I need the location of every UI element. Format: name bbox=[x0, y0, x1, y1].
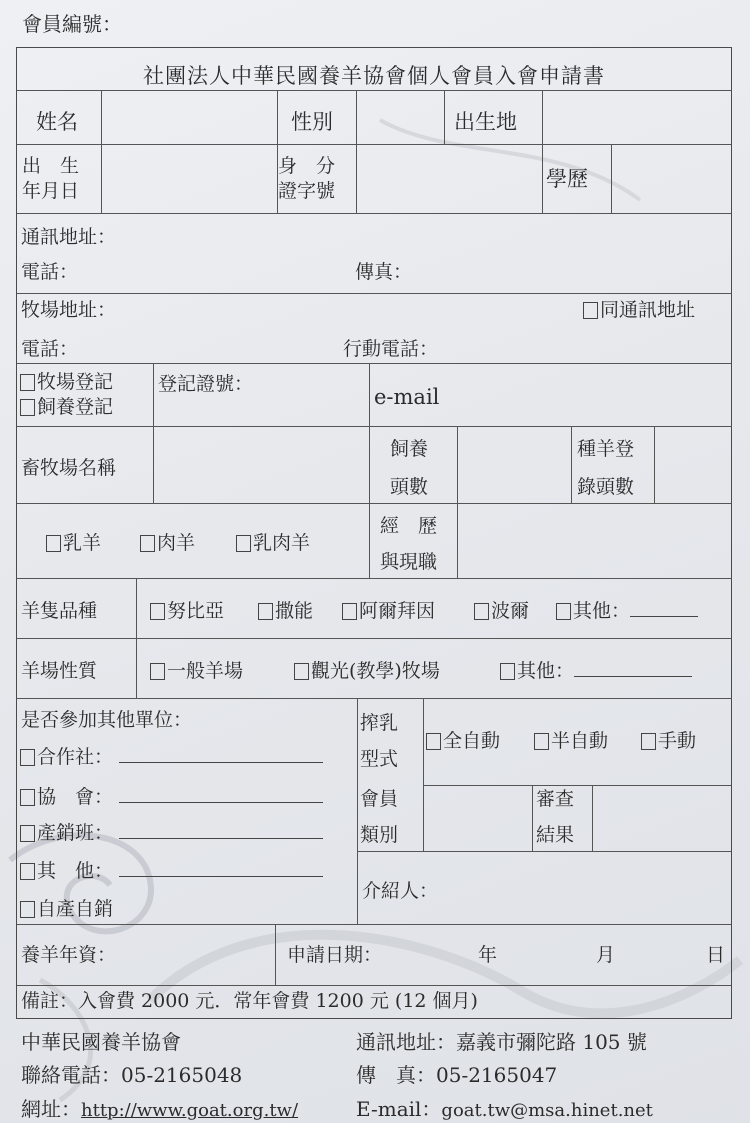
referrer-label: 介紹人： bbox=[362, 880, 439, 902]
farm-registration-checkbox[interactable] bbox=[20, 374, 35, 391]
other-unit-checkbox[interactable] bbox=[20, 863, 35, 880]
footer-email-label: E-mail： bbox=[356, 1097, 442, 1121]
farm-type-label: 羊場性質 bbox=[21, 660, 98, 682]
head-count-label-line1: 飼養 bbox=[390, 438, 429, 460]
farm-type-other-text: 其他： bbox=[517, 660, 575, 682]
production-group-option[interactable] bbox=[20, 824, 323, 843]
tourism-farm-text: 觀光(教學)牧場 bbox=[311, 660, 440, 682]
breed-alpine-option[interactable] bbox=[342, 602, 435, 621]
farm-type-other-option[interactable] bbox=[500, 662, 692, 681]
milking-auto-checkbox[interactable] bbox=[426, 733, 441, 750]
birthplace-field[interactable] bbox=[543, 90, 728, 142]
breed-nubian-option[interactable] bbox=[150, 602, 224, 621]
self-sale-option[interactable] bbox=[20, 900, 113, 919]
review-result-label-line1: 審查 bbox=[536, 788, 575, 810]
self-sale-checkbox[interactable] bbox=[20, 901, 35, 918]
breed-nubian-checkbox[interactable] bbox=[150, 603, 165, 620]
footer-phone: 聯絡電話：05-2165048 bbox=[21, 1063, 243, 1087]
experience-label-line1: 經 歷 bbox=[380, 515, 438, 537]
tourism-farm-checkbox[interactable] bbox=[294, 663, 309, 680]
id-number-field[interactable] bbox=[357, 144, 540, 210]
breed-alpine-text: 阿爾拜因 bbox=[359, 600, 436, 622]
footer-website-link[interactable]: http://www.goat.org.tw/ bbox=[81, 1100, 299, 1121]
milking-type-label-line1: 搾乳 bbox=[360, 712, 399, 734]
production-group-checkbox[interactable] bbox=[20, 825, 35, 842]
date-day-label: 日 bbox=[706, 944, 726, 966]
member-number-label: 會員編號： bbox=[22, 12, 122, 36]
goat-breed-label: 羊隻品種 bbox=[21, 600, 98, 622]
other-units-label: 是否參加其他單位： bbox=[21, 709, 193, 731]
gender-field[interactable] bbox=[357, 90, 442, 142]
member-category-label-line2: 類別 bbox=[360, 824, 399, 846]
breed-boer-option[interactable] bbox=[474, 602, 529, 621]
dairy-goat-option[interactable] bbox=[46, 534, 101, 553]
mailing-address-label: 通訊地址： bbox=[21, 226, 117, 248]
association-input[interactable] bbox=[119, 802, 323, 803]
meat-goat-option[interactable] bbox=[140, 534, 195, 553]
cooperative-checkbox[interactable] bbox=[20, 749, 35, 766]
name-field[interactable] bbox=[102, 90, 276, 142]
breed-other-text: 其他： bbox=[573, 600, 631, 622]
other-unit-option[interactable] bbox=[20, 862, 323, 881]
birth-date-label-line2: 年月日 bbox=[22, 180, 80, 202]
same-as-mailing-text: 同通訊地址 bbox=[600, 299, 696, 321]
breed-saanen-checkbox[interactable] bbox=[258, 603, 273, 620]
general-farm-checkbox[interactable] bbox=[150, 663, 165, 680]
milking-type-label-line2: 型式 bbox=[360, 748, 399, 770]
footer-website bbox=[21, 1093, 298, 1122]
footer-website-label: 網址： bbox=[21, 1097, 81, 1121]
milking-semi-auto-text: 半自動 bbox=[551, 730, 609, 752]
cooperative-option[interactable] bbox=[20, 748, 323, 767]
fax-label: 傳真： bbox=[355, 261, 413, 283]
birthplace-label: 出生地 bbox=[454, 110, 517, 134]
breed-saanen-text: 撒能 bbox=[275, 600, 314, 622]
breeding-registered-label-line1: 種羊登 bbox=[577, 438, 635, 460]
milking-auto-text: 全自動 bbox=[443, 730, 501, 752]
milking-manual-text: 手動 bbox=[658, 730, 697, 752]
dairy-goat-checkbox[interactable] bbox=[46, 535, 61, 552]
association-text: 協 會： bbox=[37, 786, 114, 808]
education-label: 學歷 bbox=[546, 167, 588, 191]
raising-registration-option[interactable] bbox=[20, 398, 113, 417]
same-as-mailing-option[interactable] bbox=[583, 301, 695, 320]
birth-date-field[interactable] bbox=[102, 144, 276, 210]
mobile-phone-label: 行動電話： bbox=[343, 338, 439, 360]
milking-manual-checkbox[interactable] bbox=[641, 733, 656, 750]
date-month-label: 月 bbox=[596, 944, 616, 966]
education-field[interactable] bbox=[612, 144, 728, 210]
farm-name-label: 畜牧場名稱 bbox=[21, 457, 117, 479]
general-farm-option[interactable] bbox=[150, 662, 243, 681]
production-group-text: 產銷班： bbox=[37, 822, 114, 844]
tourism-farm-option[interactable] bbox=[294, 662, 440, 681]
dual-purpose-goat-option[interactable] bbox=[236, 534, 310, 553]
raising-registration-text: 飼養登記 bbox=[37, 396, 114, 418]
dual-purpose-goat-text: 乳肉羊 bbox=[253, 532, 311, 554]
farm-registration-text: 牧場登記 bbox=[37, 371, 114, 393]
phone-label: 電話： bbox=[21, 261, 79, 283]
other-unit-text: 其 他： bbox=[37, 860, 114, 882]
footer-email-address[interactable]: goat.tw@msa.hinet.net bbox=[441, 1100, 653, 1121]
date-year-label: 年 bbox=[478, 944, 498, 966]
self-sale-text: 自產自銷 bbox=[37, 898, 114, 920]
breed-other-checkbox[interactable] bbox=[556, 603, 571, 620]
breed-other-input[interactable] bbox=[630, 616, 698, 617]
milking-manual-option[interactable] bbox=[641, 732, 696, 751]
farm-type-other-input[interactable] bbox=[574, 676, 692, 677]
footer-fax: 傳 真：05-2165047 bbox=[356, 1063, 558, 1087]
breed-alpine-checkbox[interactable] bbox=[342, 603, 357, 620]
review-result-label-line2: 結果 bbox=[536, 824, 575, 846]
cooperative-text: 合作社： bbox=[37, 746, 114, 768]
milking-semi-auto-option[interactable] bbox=[534, 732, 608, 751]
application-date-label: 申請日期： bbox=[287, 944, 383, 966]
production-group-input[interactable] bbox=[119, 838, 323, 839]
fee-note: 備註：入會費 2000 元．常年會費 1200 元 (12 個月) bbox=[21, 990, 478, 1012]
farm-registration-option[interactable] bbox=[20, 373, 113, 392]
experience-label-line2: 與現職 bbox=[380, 551, 438, 573]
id-number-label-line1: 身 分 bbox=[278, 155, 336, 177]
footer-org-name: 中華民國養羊協會 bbox=[21, 1030, 181, 1054]
breed-boer-text: 波爾 bbox=[491, 600, 530, 622]
farm-type-other-checkbox[interactable] bbox=[500, 663, 515, 680]
footer-address: 通訊地址：嘉義市彌陀路 105 號 bbox=[356, 1030, 647, 1054]
name-label: 姓名 bbox=[36, 110, 78, 134]
form-title: 社團法人中華民國養羊協會個人會員入會申請書 bbox=[143, 64, 605, 88]
email-label: e-mail bbox=[374, 385, 440, 409]
dual-purpose-goat-checkbox[interactable] bbox=[236, 535, 251, 552]
other-unit-input[interactable] bbox=[119, 876, 323, 877]
raising-registration-checkbox[interactable] bbox=[20, 399, 35, 416]
birth-date-label-line1: 出 生 bbox=[22, 155, 80, 177]
breeding-registered-label-line2: 錄頭數 bbox=[577, 476, 635, 498]
cooperative-input[interactable] bbox=[119, 762, 323, 763]
association-checkbox[interactable] bbox=[20, 789, 35, 806]
footer-email bbox=[356, 1093, 653, 1122]
member-category-label-line1: 會員 bbox=[360, 788, 399, 810]
head-count-label-line2: 頭數 bbox=[390, 476, 429, 498]
meat-goat-text: 肉羊 bbox=[157, 532, 196, 554]
breed-boer-checkbox[interactable] bbox=[474, 603, 489, 620]
general-farm-text: 一般羊場 bbox=[167, 660, 244, 682]
farm-phone-label: 電話： bbox=[21, 338, 79, 360]
gender-label: 性別 bbox=[291, 110, 333, 134]
registration-number-label: 登記證號： bbox=[158, 373, 254, 395]
association-option[interactable] bbox=[20, 788, 323, 807]
milking-auto-option[interactable] bbox=[426, 732, 500, 751]
milking-semi-auto-checkbox[interactable] bbox=[534, 733, 549, 750]
farm-address-label: 牧場地址： bbox=[21, 299, 117, 321]
breed-nubian-text: 努比亞 bbox=[167, 600, 225, 622]
farming-years-label: 養羊年資： bbox=[21, 944, 117, 966]
meat-goat-checkbox[interactable] bbox=[140, 535, 155, 552]
same-as-mailing-checkbox[interactable] bbox=[583, 302, 598, 319]
id-number-label-line2: 證字號 bbox=[278, 180, 336, 202]
breed-other-option[interactable] bbox=[556, 602, 698, 621]
dairy-goat-text: 乳羊 bbox=[63, 532, 102, 554]
breed-saanen-option[interactable] bbox=[258, 602, 313, 621]
